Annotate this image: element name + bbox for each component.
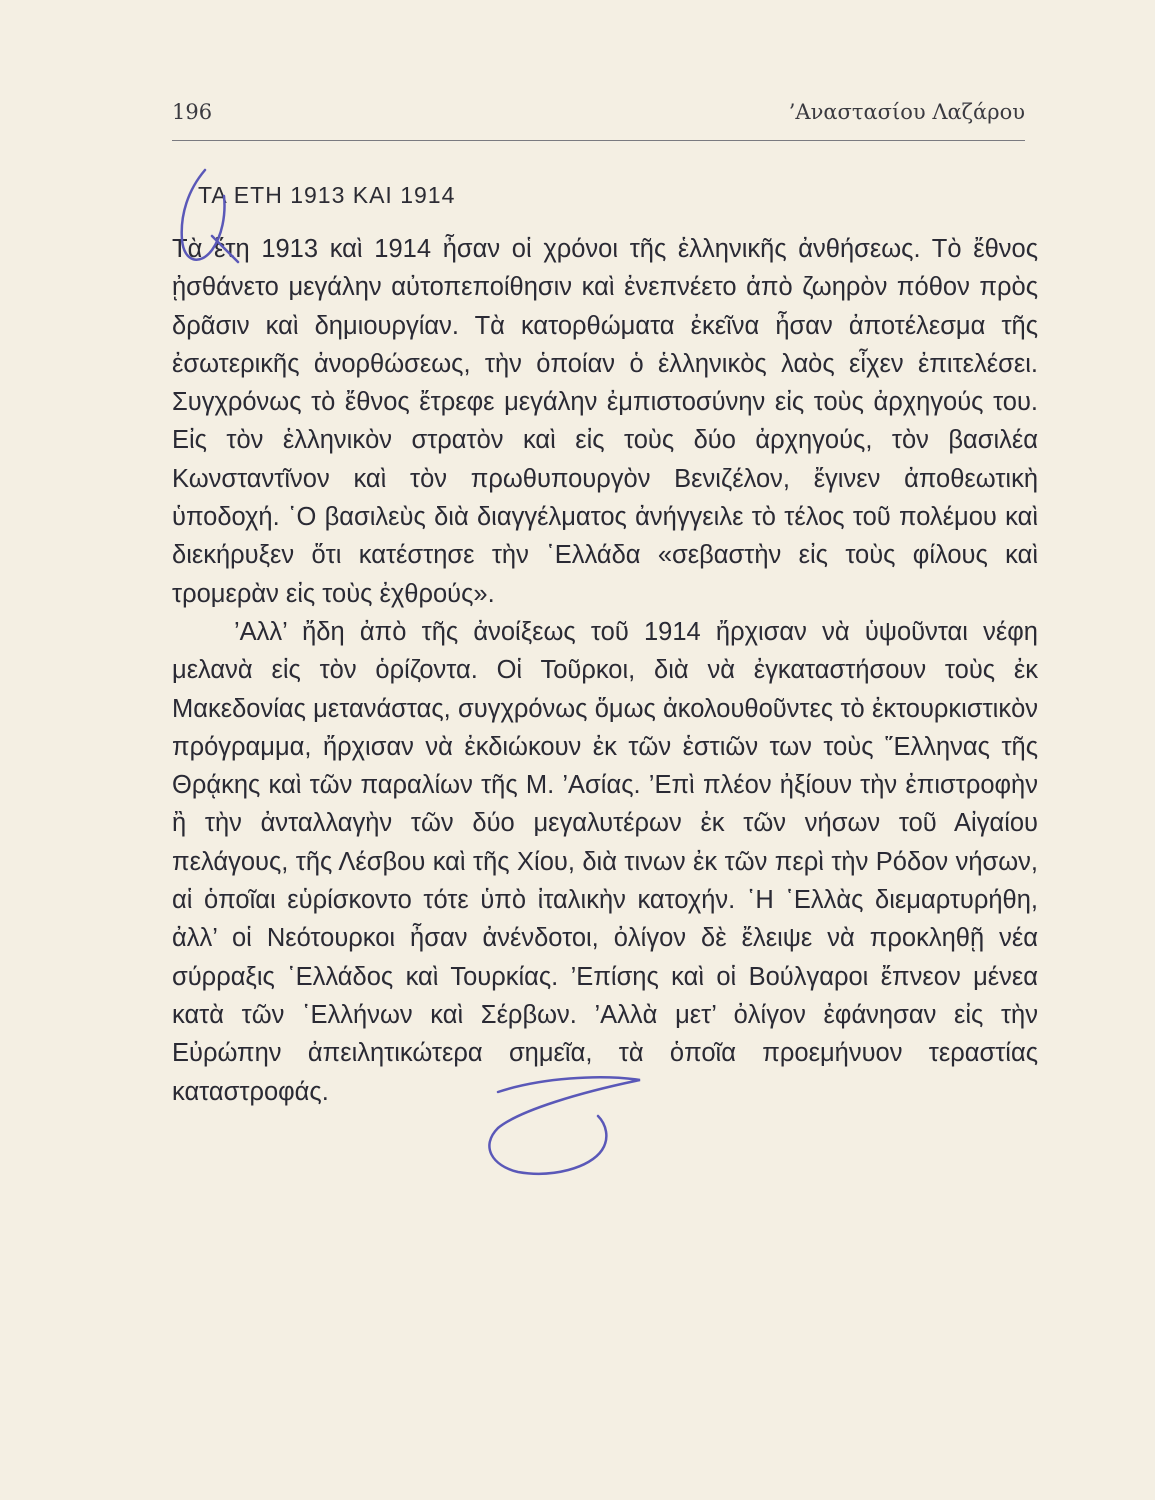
body-text (172, 230, 1038, 1111)
paragraph-1: Τὰ ἔτη 1913 καὶ 1914 ἦσαν οἱ χρόνοι τῆς ἑλληνικῆς ἀνθήσεως. Τὸ ἔθνος ᾐσθάνετο μεγάλην αὐτοπεποίθησιν καὶ ἐνεπνέετο ἀπὸ ζωηρὸν πόθον πρὸς δρᾶσιν καὶ δημιουργίαν. Τὰ κατορθώματα ἐκεῖνα ἦσαν ἀποτέλεσμα τῆς ἐσωτερικῆς ἀνορθώσεως, τὴν ὁποίαν ὁ ἑλληνικὸς λαὸς εἶχεν ἐπιτελέσει. Συγχρόνως τὸ ἔθνος ἔτρεφε μεγάλην ἐμπιστοσύνην εἰς τοὺς ἀρχηγούς του. Εἰς τὸν ἑλληνικὸν στρατὸν καὶ εἰς τοὺς δύο ἀρχηγούς, τὸν βασιλέα Κωνσταντῖνον καὶ τὸν πρωθυπουργὸν Βενιζέλον, ἔγινεν ἀποθεωτικὴ ὑποδοχή. ῾Ο βασιλεὺς διὰ διαγγέλματος ἀνήγγειλε τὸ τέλος τοῦ πολέμου καὶ διεκήρυξεν ὅτι κατέστησε τὴν ῾Ελλάδα «σεβαστὴν εἰς τοὺς φίλους καὶ τρομερὰν εἰς τοὺς ἐχθρούς». (172, 235, 1038, 608)
running-header (172, 100, 1025, 124)
section-title: ΤΑ ΕΤΗ 1913 ΚΑΙ 1914 (198, 182, 456, 208)
page-number: 196 (172, 100, 213, 124)
paragraph-2: ’Αλλ’ ἤδη ἀπὸ τῆς ἀνοίξεως τοῦ 1914 ἤρχισαν νὰ ὑψοῦνται νέφη μελανὰ εἰς τὸν ὁρίζοντα. Οἱ Τοῦρκοι, διὰ νὰ ἐγκαταστήσουν τοὺς ἐκ Μακεδονίας μετανάστας, συγχρόνως ὅμως ἀκολουθοῦντες τὸ ἐκτουρκιστικὸν πρόγραμμα, ἤρχισαν νὰ ἐκδιώκουν ἐκ τῶν ἑστιῶν των τοὺς ῞Ελληνας τῆς Θρᾴκης καὶ τῶν παραλίων τῆς Μ. ’Ασίας. ’Επὶ πλέον ἠξίουν τὴν ἐπιστροφὴν ἢ τὴν ἀνταλλαγὴν τῶν δύο μεγαλυτέρων ἐκ τῶν νήσων τοῦ Αἰγαίου πελάγους, τῆς Λέσβου καὶ τῆς Χίου, διὰ τινων ἐκ τῶν περὶ τὴν Ρόδον νήσων, αἱ ὁποῖαι εὑρίσκοντο τότε ὑπὸ ἰταλικὴν κατοχήν. ῾Η ῾Ελλὰς διεμαρτυρήθη, ἀλλ’ οἱ Νεότουρκοι ἦσαν ἀνένδοτοι, ὀλίγον δὲ ἔλειψε νὰ προκληθῇ νέα σύρραξις ῾Ελλάδος καὶ Τουρκίας. ’Επίσης καὶ οἱ Βούλγαροι ἔπνεον μένεα κατὰ τῶν ῾Ελλήνων καὶ Σέρβων. ’Αλλὰ μετ’ ὀλίγον ἐφάνησαν εἰς τὴν Εὐρώπην ἀπειλητικώτερα σημεῖα, τὰ ὁποῖα προεμήνυον τεραστίας καταστροφάς. (172, 617, 1038, 1106)
header-rule (172, 140, 1025, 141)
running-title: ’Αναστασίου Λαζάρου (788, 100, 1025, 124)
